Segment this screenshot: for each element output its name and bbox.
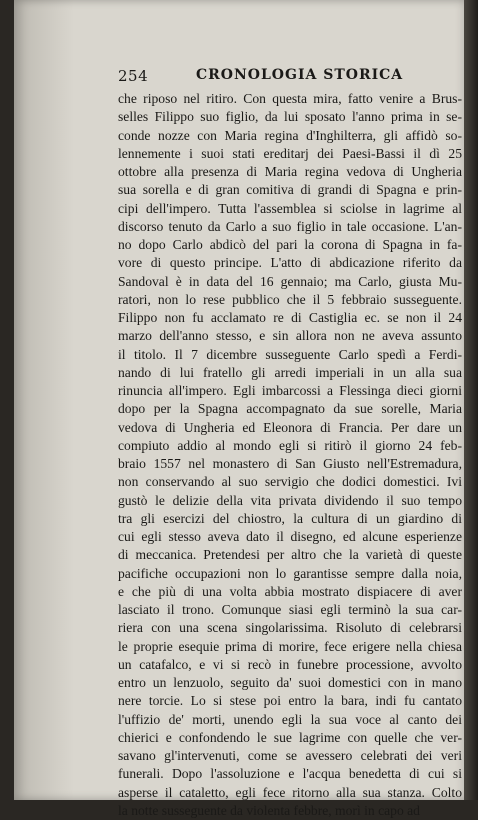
text-line: Filippo non fu acclamato re di Castiglia ec. se non il 24 <box>118 310 462 325</box>
text-line: braio 1557 nel monastero di San Giusto nell'Estremadura, <box>118 456 462 471</box>
text-line: che riposo nel ritiro. Con questa mira, fatto venire a Brus- <box>118 91 462 106</box>
text-line: lennemente i suoi stati ereditarj dei Paesi-Bassi il dì 25 <box>118 145 462 161</box>
text-line: compiuto addio al mondo egli si ritirò il giorno 24 feb- <box>118 437 462 453</box>
text-line: ratori, non lo rese pubblico che il 5 febbraio susseguente. <box>118 291 462 307</box>
text-line: di meccanica. Pretendesi per altro che la varietà di queste <box>118 547 462 563</box>
text-line: marzo dell'anno stesso, e sin allora non ne aveva assunto <box>118 328 462 344</box>
text-line: selles Filippo suo figlio, da lui sposato l'anno prima in se- <box>118 109 462 125</box>
text-line: non conservando al suo servigio che dodici domestici. Ivi <box>118 474 462 490</box>
text-line: un catafalco, e vi si recò in funebre processione, avvolto <box>118 656 462 672</box>
text-line: Sandoval è in data del 16 gennaio; ma Carlo, giusta Mu- <box>118 273 462 289</box>
text-line: no dopo Carlo abdicò del pari la corona di Spagna in fa- <box>118 237 462 252</box>
book-page <box>14 0 466 818</box>
body-text <box>118 90 462 820</box>
text-line: cui egli stesso aveva dato il disegno, ed alcune esperienze <box>118 529 462 544</box>
text-line: vedova di Ungheria ed Eleonora di Francia. Per dare un <box>118 419 462 435</box>
text-line: dopo per la Spagna accompagnato da sue sorelle, Maria <box>118 401 462 417</box>
text-line: l'uffizio de' morti, unendo egli la sua voce al canto dei <box>118 711 462 727</box>
page-header <box>118 67 458 87</box>
text-line: sua sorella e di gran comitiva di grandi di Spagna e prin- <box>118 182 462 198</box>
page-edge <box>464 0 478 800</box>
running-title: CRONOLOGIA STORICA <box>196 67 404 83</box>
text-line: chierici e confondendo le sue lagrime con quelle che ver- <box>118 729 462 745</box>
text-line: nere torcie. Lo si stese poi entro la bara, indi fu cantato <box>118 693 462 709</box>
text-line: funerali. Dopo l'assoluzione e l'acqua benedetta di cui si <box>118 766 462 782</box>
text-line: riera con una scena singolarissima. Risoluto di celebrarsi <box>118 620 462 636</box>
text-line: ottobre alla presenza di Maria regina vedova di Ungheria <box>118 164 462 179</box>
text-line: conde nozze con Maria regina d'Inghilterra, gli affidò so- <box>118 127 462 143</box>
text-line: nando di lui fratello gli arredi imperiali in un alla sua <box>118 364 462 380</box>
text-line: lasciato il trono. Comunque siasi egli terminò la sua car- <box>118 602 462 617</box>
text-line: discorso tenuto da Carlo a suo figlio in tale occasione. L'an- <box>118 218 462 234</box>
page-gutter-shadow <box>14 0 74 800</box>
text-line: savano gl'intervenuti, come se avessero celebrati dei veri <box>118 748 462 763</box>
text-line: asperse il cataletto, egli fece ritorno alla sua stanza. Colto <box>118 784 462 800</box>
text-line: entro un lenzuolo, seguito da' suoi domestici con in mano <box>118 675 462 690</box>
text-line: cipi dell'impero. Tutta l'assemblea si sciolse in lagrime al <box>118 200 462 216</box>
text-line: rinuncia all'impero. Egli imbarcossi a Flessinga dieci giorni <box>118 383 462 398</box>
page-number: 254 <box>118 67 149 85</box>
text-line: gustò le delizie della vita privata dividendo il suo tempo <box>118 492 462 508</box>
text-line: tra gli esercizi del chiostro, la cultura di un giardino di <box>118 510 462 526</box>
text-line: il titolo. Il 7 dicembre susseguente Carlo spedì a Ferdi- <box>118 346 462 362</box>
text-line: e che più di una volta abbia mostrato dispiacere di aver <box>118 583 462 599</box>
text-line: pacifiche occupazioni non lo garantisse sempre dalla noia, <box>118 565 462 581</box>
text-line: vore di questo principe. L'atto di abdicazione riferito da <box>118 255 462 271</box>
text-line: le proprie esequie prima di morire, fece erigere nella chiesa <box>118 638 462 654</box>
text-line: la notte susseguente da violenta febbre, morì in capo ad <box>118 802 420 818</box>
